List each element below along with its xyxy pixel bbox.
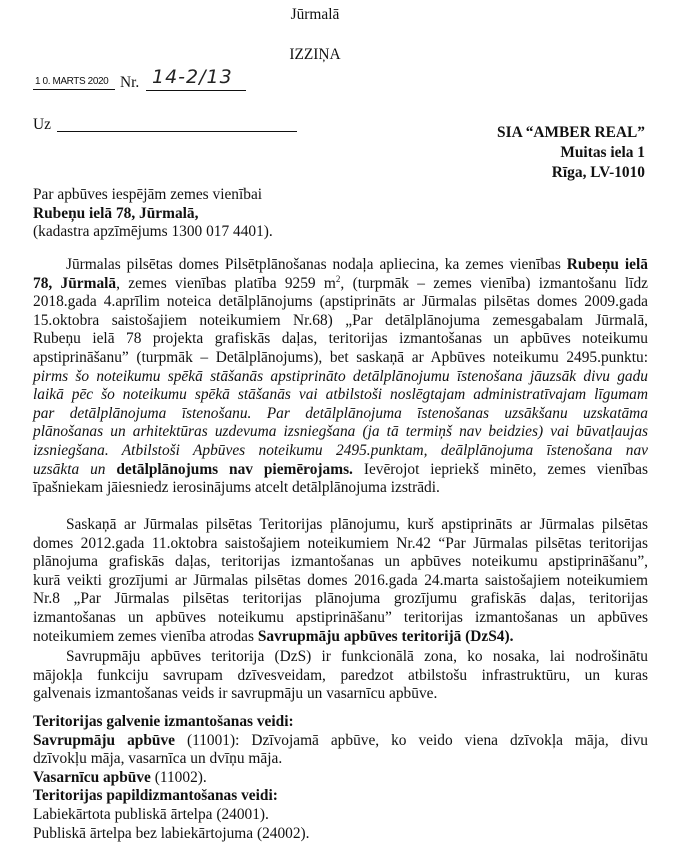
document-title: IZZIŅA	[289, 46, 341, 63]
text-line	[33, 685, 648, 704]
text-run: 2	[335, 273, 341, 284]
text-run: detālplānojums nav piemērojams.	[116, 460, 353, 478]
text-line	[33, 667, 648, 686]
text-run: izmantošanas un apbūves noteikumu apstiprināšanu” teritorijas izmantošanas un apbūves	[33, 608, 648, 626]
text-run: domes 2012.gada 11.oktobra saistošajiem noteikumiem Nr.42 “Par Jūrmalas pilsētas teritorijas	[33, 534, 648, 552]
text-run: noteikumiem zemes vienība atrodas	[33, 627, 258, 645]
text-run: Rubeņu ielā 78 projekta grafiskās daļas, teritorijas izmantošanas un apbūves noteikumu	[33, 330, 648, 348]
text-run: Labiekārtota publiskā ārtelpa (24001).	[33, 805, 269, 823]
text-run: uzsākta un	[33, 460, 117, 478]
text-line	[33, 442, 648, 461]
text-line	[33, 590, 648, 609]
text-line	[33, 535, 648, 554]
recipient-name: SIA “AMBER REAL”	[497, 124, 645, 141]
text-run: Jūrmalas pilsētas domes Pilsētplānošanas nodaļa apliecina, ka zemes vienības	[66, 256, 567, 273]
nr-field	[146, 66, 246, 91]
text-run: Rubeņu ielā	[566, 256, 648, 273]
text-run: izsniegšana. Atbilstoši Apbūves noteikumu 2495.punktam, deālplānojuma īstenošana nav	[33, 441, 648, 459]
text-line	[33, 368, 648, 387]
text-line	[33, 732, 648, 751]
text-line	[33, 312, 648, 331]
text-run: mājokļa funkciju savrupam dzīvesveidam, paredzot atbilstošu infrastruktūru, un kuras	[33, 666, 648, 684]
nr-handwritten: 14-2/13	[152, 66, 233, 88]
text-run: Saskaņā ar Jūrmalas pilsētas Teritorijas plānojumu, kurš apstiprināts ar Jūrmalas pilsētas	[66, 516, 648, 533]
text-run: Teritorijas galvenie izmantošanas veidi:	[33, 713, 294, 730]
text-run: Savrupmāju apbūve	[33, 731, 175, 749]
text-line	[33, 405, 648, 424]
text-run: par detālplānojuma īstenošanu. Par detālplānojuma īstenošanas uzsākšanu uzskatāma	[33, 404, 648, 422]
text-run: (11002).	[150, 768, 207, 786]
text-line	[33, 293, 648, 312]
text-line	[33, 806, 648, 825]
text-line	[33, 553, 648, 572]
text-line	[33, 479, 648, 498]
text-line	[33, 769, 648, 788]
text-run: plānojuma grafiskās daļas, teritorijas izmantošanas un apbūves noteikumu apstiprināšanu”,	[33, 553, 648, 571]
recipient-address	[497, 123, 645, 183]
text-run: dzīvokļu māja, vasarnīca un dvīņu māja.	[33, 750, 283, 768]
text-run: Savrupmāju apbūves teritorijā (DzS4).	[257, 627, 514, 645]
text-line	[33, 330, 648, 349]
paragraph-zone-description	[33, 648, 648, 704]
text-run: (11001): Dzīvojamā apbūve, ko veido viena dzīvokļa māja, divu	[174, 731, 648, 749]
text-run: 2018.gada 4.aprīlim noteica detālplānojums (apstiprināts ar Jūrmalas pilsētas domes 2009.gada	[33, 293, 648, 311]
recipient-street: Muitas iela 1	[560, 144, 645, 161]
usage-types-list	[33, 713, 648, 843]
text-line	[33, 423, 648, 442]
text-line	[33, 461, 648, 480]
document-city: Jūrmalā	[290, 6, 340, 23]
text-line	[33, 825, 648, 844]
text-run: pirms šo noteikumu spēkā stāšanās apstiprināto detālplānojumu īstenošana jāuzsāk divu gadu	[33, 367, 648, 385]
text-line	[33, 516, 648, 535]
date-field	[33, 72, 115, 90]
text-line	[33, 572, 648, 591]
text-line	[33, 628, 648, 647]
text-run: Publiskā ārtelpa bez labiekārtojuma (24002).	[33, 824, 310, 842]
text-run: Savrupmāju apbūves teritorija (DzS) ir funkcionālā zona, ko nosaka, lai nodrošinātu	[66, 648, 648, 665]
text-run: , (turpmāk – zemes vienība) izmantošanu līdz	[340, 274, 648, 292]
text-run: laikā pēc šo noteikumu spēkā stāšanās vai atbilstoši noslēgtajam administratīvajam līgumam	[33, 386, 648, 404]
text-run: , zemes vienības platība 9259 m	[116, 274, 336, 292]
to-label: Uz	[33, 116, 51, 133]
text-line	[33, 256, 648, 275]
nr-label: Nr.	[120, 74, 140, 91]
text-run: plānošanas un arhitektūras uzdevuma izsniegšana (ja tā termiņš nav beidzies) vai būvatļaujas	[33, 423, 648, 441]
text-line	[33, 648, 648, 667]
text-line	[33, 275, 648, 294]
to-field-line	[57, 113, 297, 132]
text-run: īpašniekam jāiesniedz ierosinājums atcelt detālplānojuma izstrādi.	[33, 479, 440, 497]
text-run: kurā veikti grozījumi ar Jūrmalas pilsētas domes 2016.gada 24.marta saistošajiem noteikumiem	[33, 571, 648, 589]
subject-line: Par apbūves iespējām zemes vienībai	[33, 186, 263, 203]
text-line	[33, 609, 648, 628]
text-line	[33, 349, 648, 368]
text-line	[33, 750, 648, 769]
paragraph-detail-plan	[33, 256, 648, 498]
date-stamp: 1 0. MARTS 2020	[35, 76, 109, 87]
text-run: Ievērojot iepriekš minēto, zemes vienības	[352, 460, 648, 478]
text-run: 15.oktobra saistošajiem noteikumiem Nr.68) „Par detālplānojuma zemesgabalam Jūrmalā,	[33, 311, 648, 329]
subject-address: Rubeņu ielā 78, Jūrmalā,	[33, 204, 199, 222]
subject-block	[33, 186, 333, 242]
text-run: Nr.8 „Par Jūrmalas pilsētas teritorijas plānojuma grozījumu grafiskās daļas, teritorijas	[33, 590, 648, 608]
text-line	[33, 386, 648, 405]
text-run: galvenais izmantošanas veids ir savrupmāju un vasarnīcu apbūve.	[33, 685, 438, 703]
subject-cadastre: (kadastra apzīmējums 1300 017 4401).	[33, 223, 273, 241]
paragraph-territory-plan	[33, 516, 648, 646]
text-line	[33, 787, 648, 806]
text-run: 78, Jūrmalā	[33, 274, 117, 292]
text-run: Teritorijas papildizmantošanas veidi:	[33, 787, 278, 805]
text-line	[33, 713, 648, 732]
text-run: Vasarnīcu apbūve	[33, 768, 151, 786]
text-run: apstiprināšanu” (turpmāk – Detālplānojums), bet saskaņā ar Apbūves noteikumu 2495.punktu:	[33, 348, 648, 366]
recipient-city: Rīga, LV-1010	[551, 164, 645, 181]
